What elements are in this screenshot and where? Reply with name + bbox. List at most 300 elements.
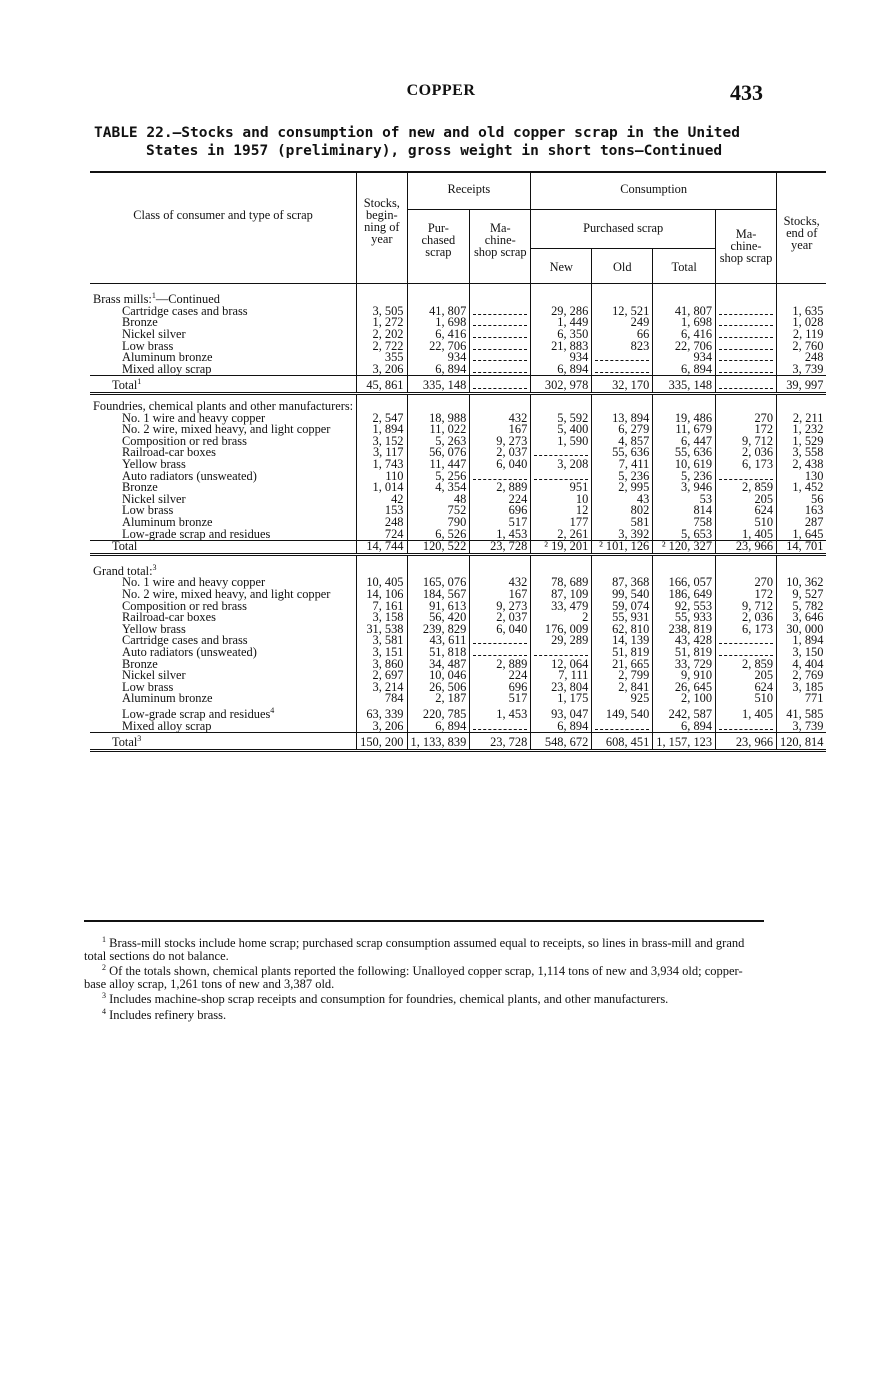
cell-value: 2, 889 — [470, 482, 531, 494]
empty-cell — [531, 284, 592, 306]
row-label-text: Cartridge cases and brass — [122, 633, 248, 648]
caption-line-2: States in 1957 (preliminary), gross weight in short tons—Continued — [146, 143, 723, 159]
row-label-text: Nickel silver — [122, 668, 186, 683]
cell-value: 9, 712 — [716, 436, 777, 448]
cell-value: 2, 037 — [470, 447, 531, 459]
col-class: Class of consumer and type of scrap — [90, 172, 357, 284]
section-heading-suffix: —Continued — [155, 292, 220, 307]
row-label-text: Railroad-car boxes — [122, 445, 216, 460]
total-value: 32, 170 — [592, 376, 653, 394]
cell-value: 167 — [470, 589, 531, 601]
cell-value: 26, 506 — [407, 682, 470, 694]
empty-dash — [719, 650, 773, 656]
cell-value: 31, 538 — [357, 624, 407, 636]
cell-value: 7, 411 — [592, 459, 653, 471]
cell-value: 5, 263 — [407, 436, 470, 448]
cell-value: 53 — [653, 494, 716, 506]
cell-value: 41, 807 — [653, 306, 716, 318]
cell-value: 87, 368 — [592, 577, 653, 589]
cell-value: 9, 273 — [470, 601, 531, 613]
col-machine-consumption: Ma- chine- shop scrap — [716, 210, 777, 284]
empty-dash — [719, 724, 773, 730]
cell-value: 270 — [716, 577, 777, 589]
total-value: 548, 672 — [531, 733, 592, 751]
total-label — [90, 541, 357, 555]
empty-cell — [653, 554, 716, 577]
cell-value: 172 — [716, 424, 777, 436]
empty-cell — [407, 394, 470, 413]
row-label-text: Nickel silver — [122, 491, 186, 506]
total-value: 608, 451 — [592, 733, 653, 751]
empty-dash — [534, 474, 588, 480]
table-body — [90, 284, 826, 751]
cell-value: 1, 452 — [777, 482, 827, 494]
cell-value: 242, 587 — [653, 705, 716, 721]
cell-value: 12, 064 — [531, 659, 592, 671]
cell-value: 3, 558 — [777, 447, 827, 459]
cell-value: 149, 540 — [592, 705, 653, 721]
cell-value: 13, 894 — [592, 413, 653, 425]
empty-dash — [595, 724, 649, 730]
cell-value: 6, 447 — [653, 436, 716, 448]
cell-value: 3, 739 — [777, 721, 827, 733]
table-row — [90, 364, 826, 376]
cell-value: 110 — [357, 471, 407, 483]
empty-dash — [719, 344, 773, 350]
cell-value: 186, 649 — [653, 589, 716, 601]
cell-value: 43 — [592, 494, 653, 506]
row-label-text: Low-grade scrap and residues — [122, 526, 271, 541]
cell-value — [470, 352, 531, 364]
row-label — [90, 718, 357, 733]
cell-value: 3, 206 — [357, 721, 407, 733]
cell-value: 14, 106 — [357, 589, 407, 601]
cell-value: 6, 894 — [531, 721, 592, 733]
section-heading — [90, 284, 357, 306]
footnote-text: Includes machine-shop scrap receipts and consumption for foundries, chemical plants, and other manufacturers. — [109, 992, 669, 1007]
cell-value: 10, 619 — [653, 459, 716, 471]
cell-value: 1, 175 — [531, 693, 592, 705]
total-value: 23, 728 — [470, 733, 531, 751]
cell-value — [470, 341, 531, 353]
cell-value: 1, 698 — [653, 317, 716, 329]
total-label-text: Total — [112, 378, 138, 393]
cell-value: 10, 362 — [777, 577, 827, 589]
cell-value: 3, 208 — [531, 459, 592, 471]
cell-value: 43, 428 — [653, 635, 716, 647]
empty-cell — [470, 394, 531, 413]
cell-value: 1, 635 — [777, 306, 827, 318]
cell-value — [470, 329, 531, 341]
cell-value: 22, 706 — [653, 341, 716, 353]
cell-value: 1, 894 — [357, 424, 407, 436]
cell-value: 3, 581 — [357, 635, 407, 647]
empty-dash — [719, 309, 773, 315]
footnote-ref: 1 — [137, 377, 142, 387]
cell-value: 2, 889 — [470, 659, 531, 671]
empty-dash — [473, 638, 527, 644]
empty-cell — [777, 394, 827, 413]
cell-value: 63, 339 — [357, 705, 407, 721]
cell-value: 51, 818 — [407, 647, 470, 659]
empty-cell — [592, 554, 653, 577]
row-label-text: Composition or red brass — [122, 433, 247, 448]
empty-cell — [592, 284, 653, 306]
cell-value: 1, 894 — [777, 635, 827, 647]
cell-value: 62, 810 — [592, 624, 653, 636]
cell-value: 2, 036 — [716, 447, 777, 459]
empty-dash — [473, 474, 527, 480]
total-value: 45, 861 — [357, 376, 407, 394]
empty-cell — [716, 284, 777, 306]
cell-value: 790 — [407, 517, 470, 529]
footnote-text: Brass-mill stocks include home scrap; purchased scrap consumption assumed equal to receipts, so lines in brass-mill and grand total sections do not balance. — [84, 936, 745, 963]
empty-dash — [473, 724, 527, 730]
cell-value: 238, 819 — [653, 624, 716, 636]
cell-value: 55, 931 — [592, 612, 653, 624]
cell-value: 56 — [777, 494, 827, 506]
footnote-number: 1 — [102, 935, 106, 944]
cell-value: 3, 152 — [357, 436, 407, 448]
empty-dash — [719, 638, 773, 644]
cell-value: 48 — [407, 494, 470, 506]
cell-value: 10 — [531, 494, 592, 506]
cell-value: 2, 037 — [470, 612, 531, 624]
row-label-text: Bronze — [122, 480, 158, 495]
cell-value: 21, 665 — [592, 659, 653, 671]
cell-value: 177 — [531, 517, 592, 529]
empty-dash — [719, 332, 773, 338]
row-label-text: Railroad-car boxes — [122, 610, 216, 625]
cell-value — [716, 341, 777, 353]
cell-value: 2, 211 — [777, 413, 827, 425]
cell-value: 14, 139 — [592, 635, 653, 647]
table-caption — [94, 124, 774, 160]
cell-value: 934 — [531, 352, 592, 364]
footnote — [84, 990, 764, 1006]
cell-value: 5, 400 — [531, 424, 592, 436]
empty-dash — [473, 355, 527, 361]
footnotes — [84, 920, 764, 1022]
cell-value: 6, 173 — [716, 624, 777, 636]
cell-value — [470, 721, 531, 733]
cell-value: 771 — [777, 693, 827, 705]
cell-value: 43, 611 — [407, 635, 470, 647]
cell-value: 2, 697 — [357, 670, 407, 682]
empty-cell — [653, 394, 716, 413]
empty-cell — [777, 284, 827, 306]
cell-value: 3, 150 — [777, 647, 827, 659]
cell-value: 696 — [470, 505, 531, 517]
row-label-text: Bronze — [122, 315, 158, 330]
cell-value: 1, 014 — [357, 482, 407, 494]
cell-value: 224 — [470, 670, 531, 682]
cell-value: 2, 769 — [777, 670, 827, 682]
total-label — [90, 733, 357, 751]
footnote-ref: 4 — [270, 705, 275, 715]
section-heading — [90, 554, 357, 577]
empty-cell — [357, 394, 407, 413]
total-value: 302, 978 — [531, 376, 592, 394]
cell-value: 1, 405 — [716, 529, 777, 541]
total-value: ² 101, 126 — [592, 541, 653, 555]
cell-value: 92, 553 — [653, 601, 716, 613]
total-label — [90, 376, 357, 394]
total-row — [90, 376, 826, 394]
cell-value: 510 — [716, 517, 777, 529]
cell-value: 130 — [777, 471, 827, 483]
cell-value: 2, 438 — [777, 459, 827, 471]
empty-dash — [473, 309, 527, 315]
cell-value: 6, 040 — [470, 459, 531, 471]
cell-value: 248 — [777, 352, 827, 364]
total-value: 14, 701 — [777, 541, 827, 555]
row-label-text: Nickel silver — [122, 326, 186, 341]
cell-value: 12, 521 — [592, 306, 653, 318]
cell-value: 4, 354 — [407, 482, 470, 494]
empty-dash — [473, 320, 527, 326]
empty-dash — [719, 367, 773, 373]
empty-cell — [716, 554, 777, 577]
cell-value: 1, 590 — [531, 436, 592, 448]
cell-value: 41, 585 — [777, 705, 827, 721]
total-value: 23, 728 — [470, 541, 531, 555]
cell-value: 91, 613 — [407, 601, 470, 613]
section-heading-row — [90, 554, 826, 577]
cell-value: 624 — [716, 682, 777, 694]
cell-value: 248 — [357, 517, 407, 529]
cell-value: 29, 286 — [531, 306, 592, 318]
cell-value: 59, 074 — [592, 601, 653, 613]
row-label-text: Low brass — [122, 679, 174, 694]
col-stocks-end: Stocks, end of year — [777, 172, 827, 284]
cell-value — [592, 352, 653, 364]
cell-value: 165, 076 — [407, 577, 470, 589]
cell-value: 517 — [470, 693, 531, 705]
empty-cell — [357, 284, 407, 306]
cell-value: 2, 841 — [592, 682, 653, 694]
section-heading-row — [90, 284, 826, 306]
total-value: 335, 148 — [407, 376, 470, 394]
cell-value: 10, 046 — [407, 670, 470, 682]
total-value: 14, 744 — [357, 541, 407, 555]
cell-value: 814 — [653, 505, 716, 517]
col-consumption: Consumption — [531, 172, 777, 210]
total-row — [90, 733, 826, 751]
cell-value: 3, 206 — [357, 364, 407, 376]
col-total: Total — [653, 249, 716, 284]
cell-value — [716, 721, 777, 733]
cell-value: 752 — [407, 505, 470, 517]
row-label-text: No. 2 wire, mixed heavy, and light copper — [122, 587, 331, 602]
cell-value: 41, 807 — [407, 306, 470, 318]
cell-value: 2, 100 — [653, 693, 716, 705]
cell-value: 287 — [777, 517, 827, 529]
empty-cell — [531, 554, 592, 577]
cell-value: 51, 819 — [592, 647, 653, 659]
total-value: ² 120, 327 — [653, 541, 716, 555]
scrap-table — [90, 171, 826, 752]
cell-value: 249 — [592, 317, 653, 329]
empty-dash — [473, 332, 527, 338]
row-label-text: Composition or red brass — [122, 598, 247, 613]
empty-cell — [407, 554, 470, 577]
cell-value: 4, 857 — [592, 436, 653, 448]
row-label-text: Auto radiators (unsweated) — [122, 645, 257, 659]
empty-dash — [534, 450, 588, 456]
cell-value: 7, 161 — [357, 601, 407, 613]
table-row — [90, 693, 826, 705]
cell-value — [716, 635, 777, 647]
total-value: ² 19, 201 — [531, 541, 592, 555]
cell-value: 176, 009 — [531, 624, 592, 636]
cell-value: 224 — [470, 494, 531, 506]
total-value: 1, 133, 839 — [407, 733, 470, 751]
cell-value: 1, 453 — [470, 529, 531, 541]
cell-value: 23, 804 — [531, 682, 592, 694]
cell-value: 42 — [357, 494, 407, 506]
cell-value: 10, 405 — [357, 577, 407, 589]
total-value: 23, 966 — [716, 541, 777, 555]
cell-value: 1, 232 — [777, 424, 827, 436]
cell-value: 517 — [470, 517, 531, 529]
empty-dash — [719, 320, 773, 326]
table-row — [90, 721, 826, 733]
cell-value: 3, 505 — [357, 306, 407, 318]
cell-value: 93, 047 — [531, 705, 592, 721]
cell-value: 3, 158 — [357, 612, 407, 624]
cell-value: 163 — [777, 505, 827, 517]
footnote-number: 4 — [102, 1006, 106, 1016]
col-receipts: Receipts — [407, 172, 531, 210]
row-label-text: No. 1 wire and heavy copper — [122, 410, 266, 425]
cell-value: 21, 883 — [531, 341, 592, 353]
empty-cell — [357, 554, 407, 577]
cell-value: 510 — [716, 693, 777, 705]
row-label — [90, 693, 357, 705]
cell-value: 2, 859 — [716, 482, 777, 494]
footnote — [84, 1006, 764, 1022]
total-value: 335, 148 — [653, 376, 716, 394]
footnote-ref: 3 — [152, 562, 157, 572]
cell-value: 270 — [716, 413, 777, 425]
cell-value: 1, 449 — [531, 317, 592, 329]
row-label-text: Aluminum bronze — [122, 350, 213, 365]
cell-value: 6, 350 — [531, 329, 592, 341]
cell-value: 51, 819 — [653, 647, 716, 659]
cell-value: 432 — [470, 413, 531, 425]
empty-cell — [470, 554, 531, 577]
cell-value: 6, 416 — [653, 329, 716, 341]
cell-value: 11, 022 — [407, 424, 470, 436]
total-label-text: Total — [112, 735, 138, 750]
section-heading-text: Grand total: — [93, 563, 153, 578]
cell-value: 30, 000 — [777, 624, 827, 636]
total-value: 23, 966 — [716, 733, 777, 751]
col-old: Old — [592, 249, 653, 284]
cell-value: 624 — [716, 505, 777, 517]
cell-value: 581 — [592, 517, 653, 529]
cell-value: 33, 479 — [531, 601, 592, 613]
row-label-text: Yellow brass — [122, 456, 186, 471]
empty-cell — [531, 394, 592, 413]
cell-value: 6, 894 — [653, 721, 716, 733]
cell-value: 172 — [716, 589, 777, 601]
cell-value — [716, 364, 777, 376]
total-value: 120, 814 — [777, 733, 827, 751]
cell-value: 78, 689 — [531, 577, 592, 589]
cell-value: 951 — [531, 482, 592, 494]
cell-value: 205 — [716, 494, 777, 506]
cell-value: 220, 785 — [407, 705, 470, 721]
col-purchased-scrap: Purchased scrap — [531, 210, 716, 249]
row-label-text: Bronze — [122, 656, 158, 671]
cell-value: 1, 743 — [357, 459, 407, 471]
empty-dash — [534, 650, 588, 656]
cell-value: 2, 261 — [531, 529, 592, 541]
row-label — [90, 361, 357, 376]
cell-value: 784 — [357, 693, 407, 705]
footnote-number: 3 — [102, 991, 106, 1001]
row-label-text: Cartridge cases and brass — [122, 303, 248, 318]
cell-value: 7, 111 — [531, 670, 592, 682]
empty-cell — [777, 554, 827, 577]
empty-dash — [719, 355, 773, 361]
cell-value: 758 — [653, 517, 716, 529]
cell-value: 2, 995 — [592, 482, 653, 494]
cell-value: 4, 404 — [777, 659, 827, 671]
footnote-ref: 1 — [151, 291, 156, 300]
empty-dash — [473, 344, 527, 350]
cell-value: 1, 645 — [777, 529, 827, 541]
empty-cell — [592, 394, 653, 413]
row-label-text: Aluminum bronze — [122, 691, 213, 706]
cell-value: 5, 236 — [592, 471, 653, 483]
cell-value: 3, 117 — [357, 447, 407, 459]
total-value — [716, 376, 777, 394]
cell-value: 2, 760 — [777, 341, 827, 353]
cell-value: 34, 487 — [407, 659, 470, 671]
cell-value: 432 — [470, 577, 531, 589]
cell-value: 153 — [357, 505, 407, 517]
cell-value: 9, 910 — [653, 670, 716, 682]
cell-value: 3, 392 — [592, 529, 653, 541]
cell-value: 2, 202 — [357, 329, 407, 341]
row-label-text: Auto radiators (unsweated) — [122, 468, 257, 483]
cell-value: 55, 636 — [653, 447, 716, 459]
cell-value: 6, 526 — [407, 529, 470, 541]
cell-value: 2, 036 — [716, 612, 777, 624]
cell-value: 11, 679 — [653, 424, 716, 436]
cell-value — [470, 317, 531, 329]
cell-value: 33, 729 — [653, 659, 716, 671]
footnote — [84, 934, 764, 962]
total-value — [470, 376, 531, 394]
total-value: 1, 157, 123 — [653, 733, 716, 751]
cell-value: 2, 547 — [357, 413, 407, 425]
cell-value: 1, 453 — [470, 705, 531, 721]
cell-value — [470, 635, 531, 647]
cell-value: 1, 698 — [407, 317, 470, 329]
cell-value: 2 — [531, 612, 592, 624]
cell-value: 355 — [357, 352, 407, 364]
cell-value: 11, 447 — [407, 459, 470, 471]
row-label-text: No. 1 wire and heavy copper — [122, 575, 266, 590]
footnote-ref: 3 — [137, 734, 142, 744]
footnote-text: Includes refinery brass. — [109, 1008, 227, 1023]
cell-value: 6, 040 — [470, 624, 531, 636]
cell-value: 6, 894 — [407, 721, 470, 733]
